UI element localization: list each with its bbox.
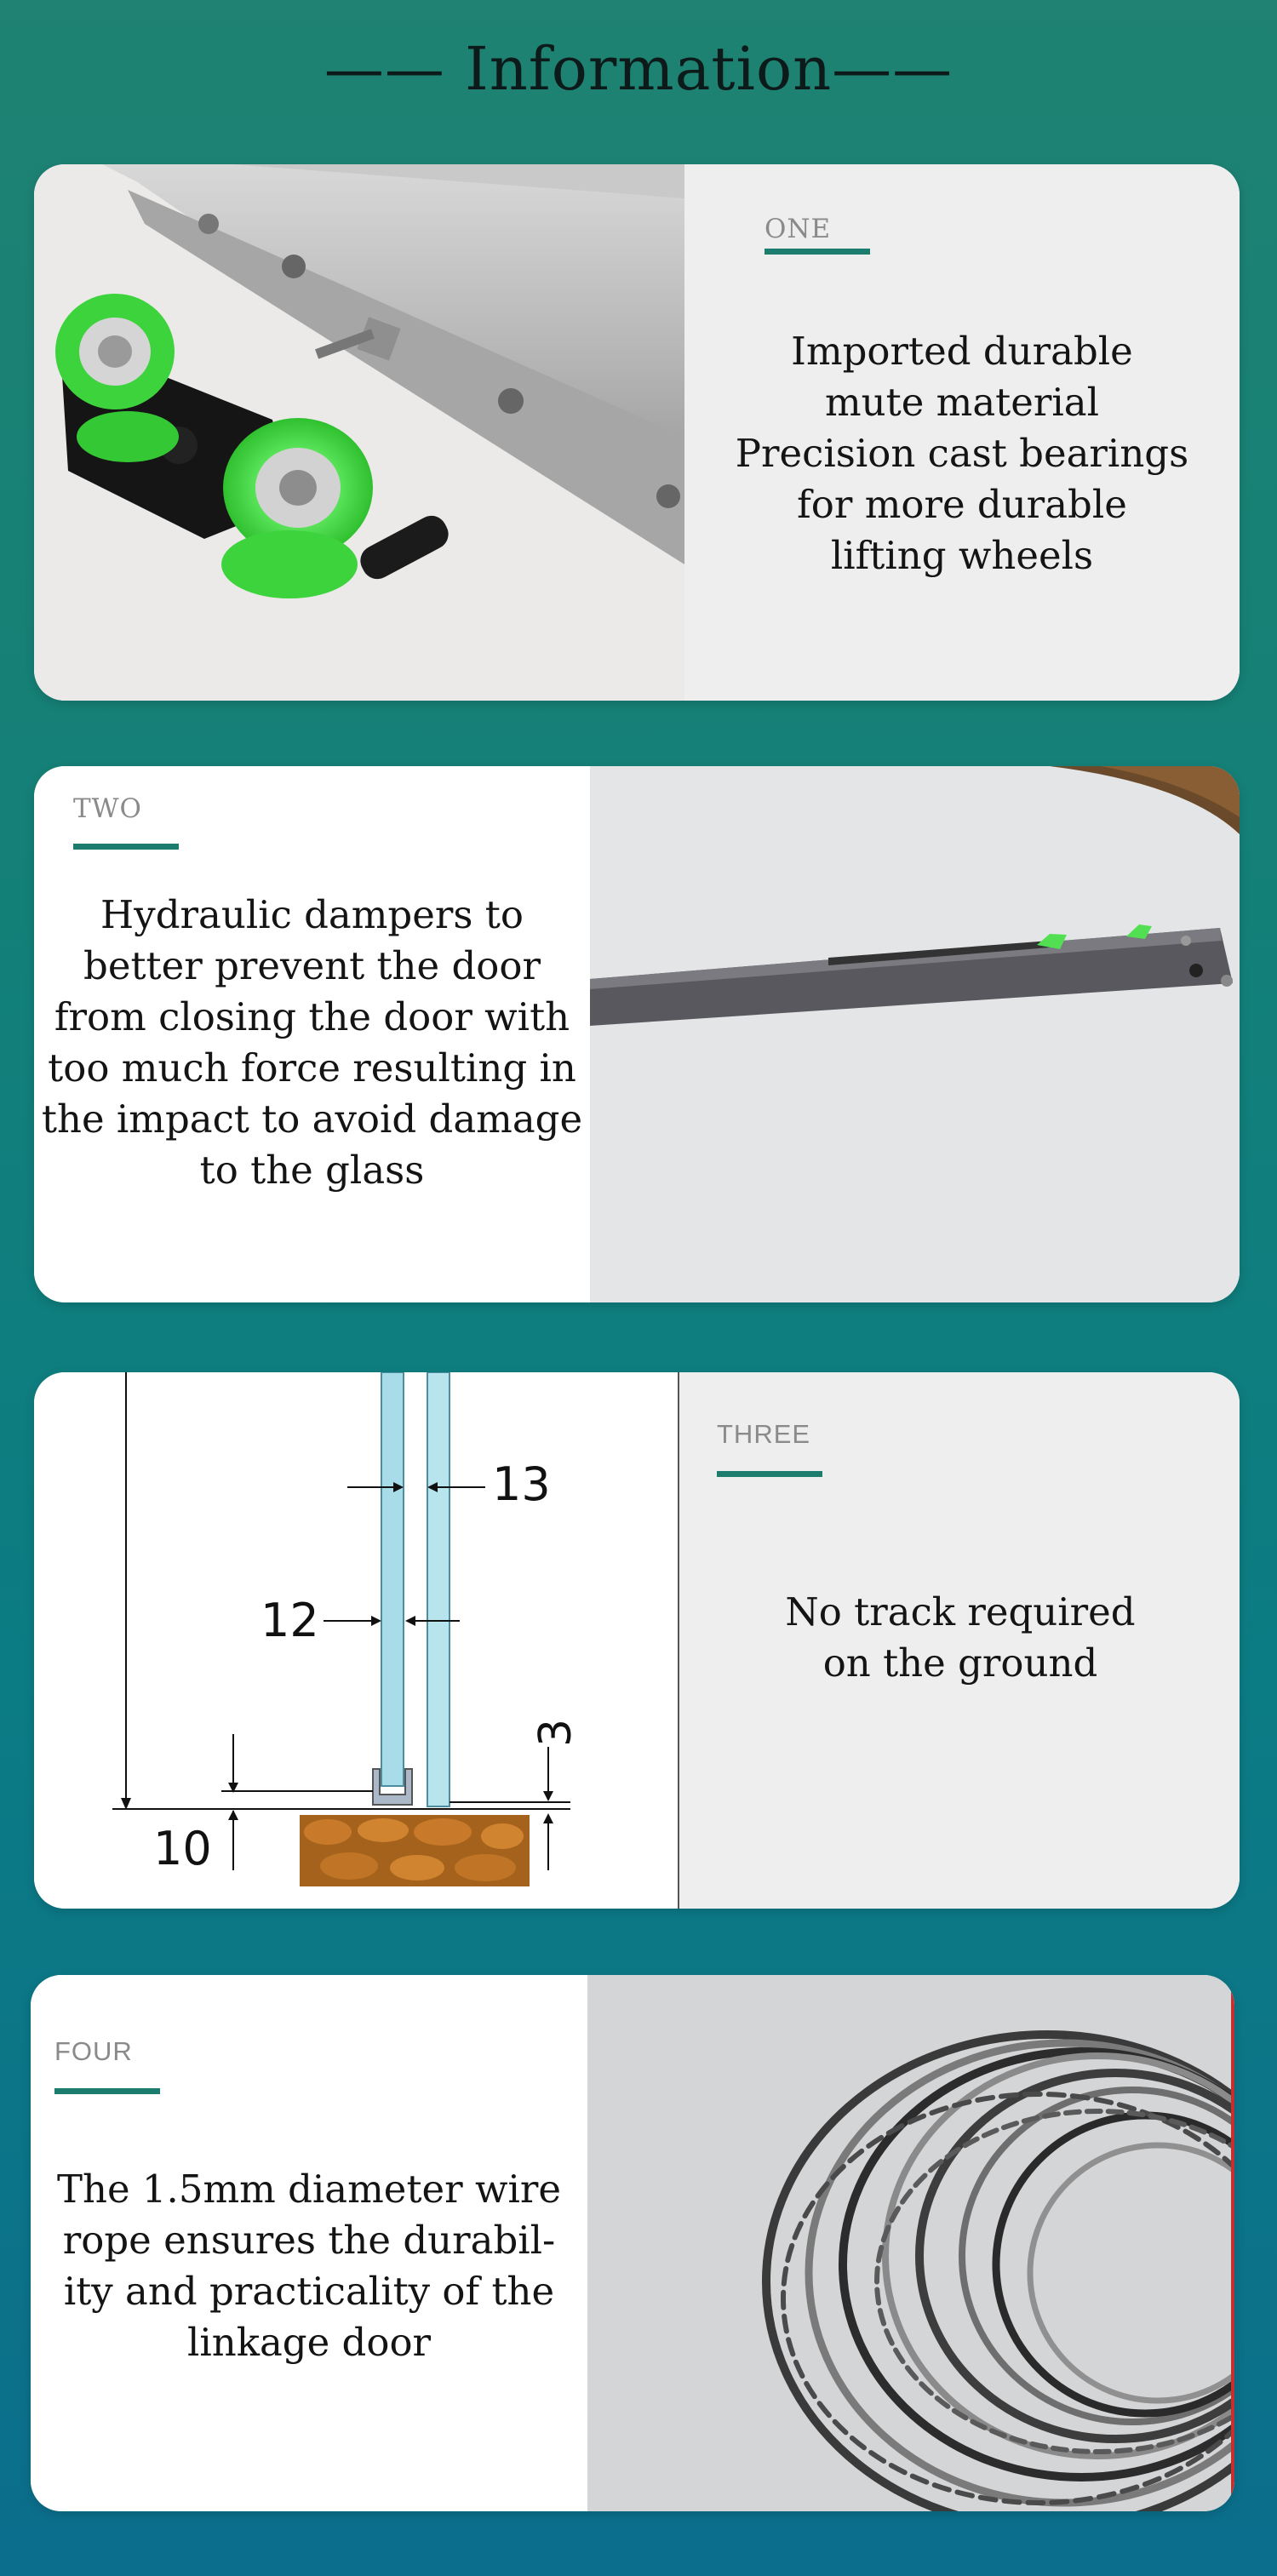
text-line: linkage door [186, 2320, 432, 2365]
section-underline-four [54, 2088, 160, 2094]
text-line: on the ground [822, 1640, 1098, 1686]
info-panel-two [34, 766, 590, 1302]
dimension-3: 3 [530, 1718, 581, 1747]
section-label-three: THREE [717, 1419, 811, 1449]
section-underline-three [717, 1471, 822, 1477]
info-panel-one [684, 164, 1240, 701]
text-line: ity and practicality of the [63, 2269, 555, 2314]
text-line: to the glass [199, 1148, 425, 1193]
dimension-13: 13 [492, 1457, 551, 1511]
section-text-one [684, 326, 1240, 581]
text-line: better prevent the door [83, 943, 541, 988]
text-line: for more durable [797, 482, 1127, 527]
section-text-three [679, 1587, 1240, 1689]
info-panel-four [31, 1975, 587, 2511]
text-line: mute material [824, 380, 1099, 425]
section-text-two [34, 890, 590, 1196]
text-line: Hydraulic dampers to [100, 892, 524, 937]
text-line: No track required [785, 1589, 1136, 1634]
feature-card-one [34, 164, 1240, 701]
info-panel-three [678, 1372, 1240, 1909]
section-label-four: FOUR [54, 2036, 133, 2066]
text-line: from closing the door with [54, 994, 570, 1039]
glass-installation-diagram [34, 1372, 678, 1909]
hydraulic-damper-photo [590, 766, 1240, 1302]
section-label-one: ONE [764, 214, 832, 244]
text-line: Precision cast bearings [735, 431, 1189, 476]
page-title: —— Information—— [324, 34, 953, 104]
section-underline-two [73, 844, 179, 850]
text-line: The 1.5mm diameter wire [56, 2167, 562, 2212]
roller-wheel-photo [34, 164, 684, 701]
dimension-10: 10 [153, 1822, 212, 1875]
feature-card-two [34, 766, 1240, 1302]
text-line: the impact to avoid damage [41, 1096, 583, 1142]
section-label-two: TWO [73, 793, 142, 824]
text-line: lifting wheels [830, 533, 1094, 578]
wire-rope-photo [587, 1975, 1234, 2511]
dimension-12: 12 [261, 1594, 319, 1647]
text-line: too much force resulting in [48, 1045, 576, 1091]
section-underline-one [764, 249, 870, 255]
section-text-four [31, 2164, 587, 2368]
text-line: rope ensures the durabil- [62, 2218, 556, 2263]
text-line: Imported durable [791, 329, 1133, 374]
feature-card-four [31, 1975, 1234, 2511]
feature-card-three [34, 1372, 1240, 1909]
